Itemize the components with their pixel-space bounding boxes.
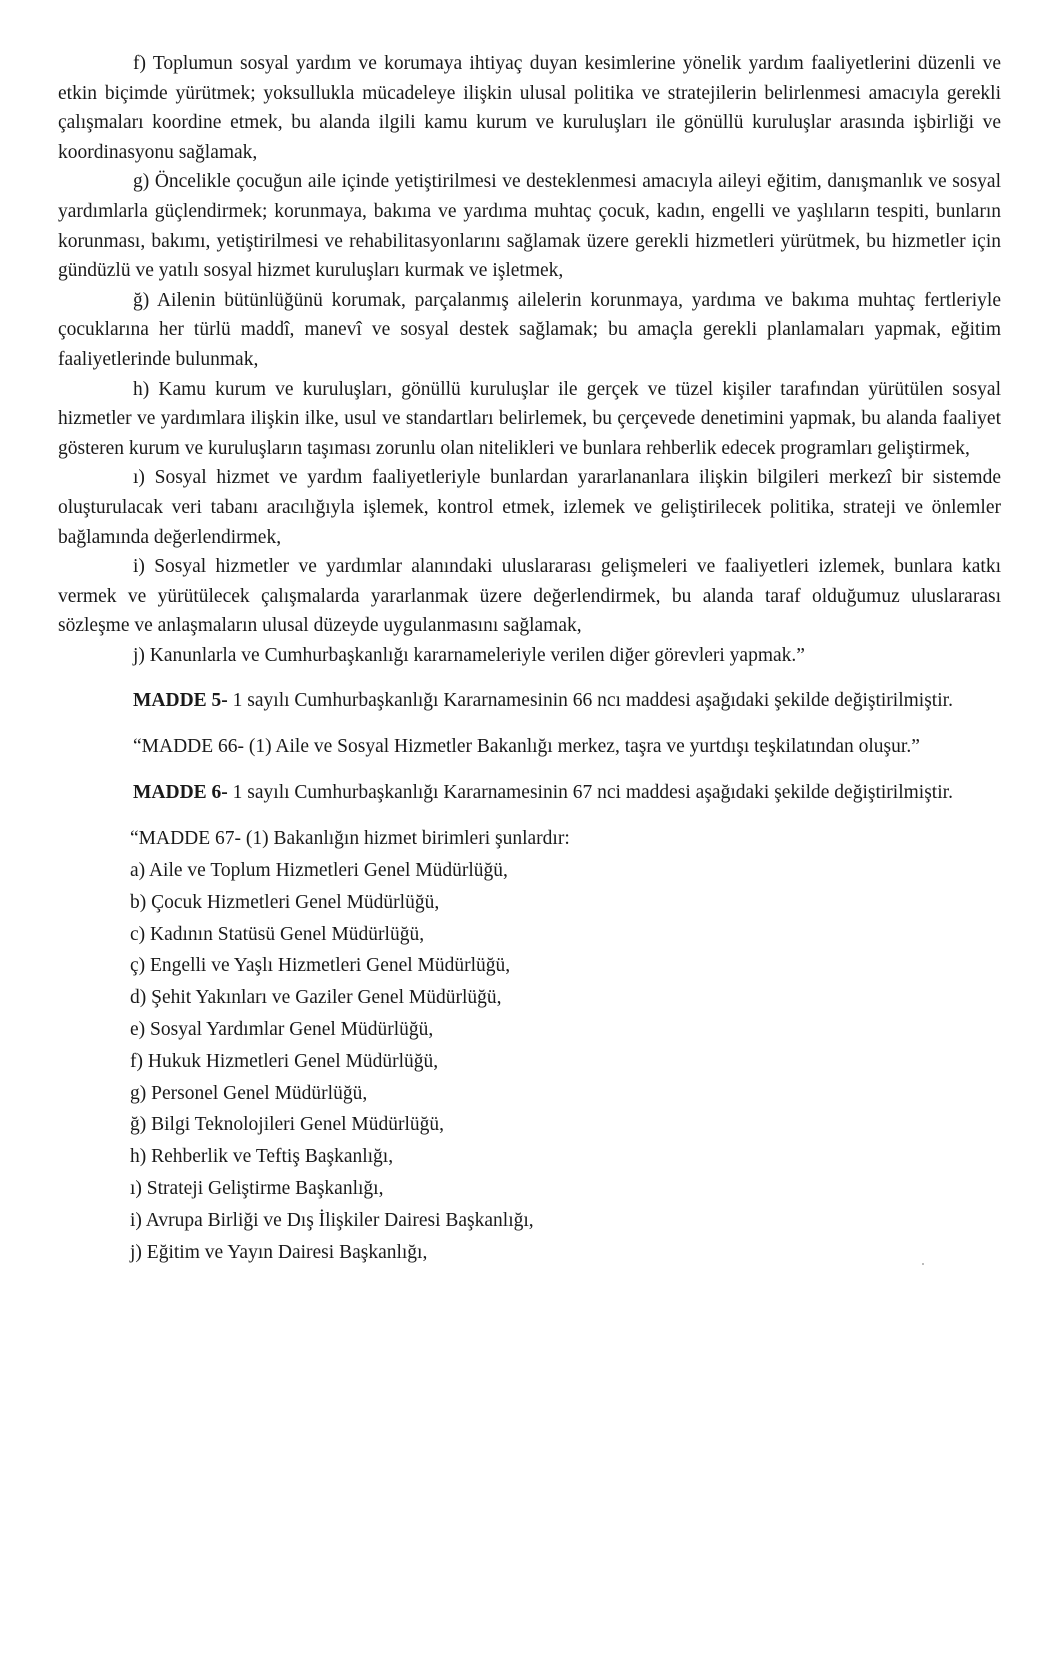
clause-dotless-i: ı) Sosyal hizmet ve yardım faaliyetleriyle bunlardan yararlananlara ilişkin bilgileri merkezî bir sistemde oluşturulacak veri tabanı aracılığıyla işlemek, kontrol etmek, izlemek ve geliştirilecek politika, strateji ve önlemler bağlamında değerlendirmek, bbox=[58, 467, 1001, 548]
clause-g: g) Öncelikle çocuğun aile içinde yetiştirilmesi ve desteklenmesi amacıyla aileyi eğitim, danışmanlık ve sosyal yardımlarla güçlendirmek; korunmaya, bakıma ve yardıma muhtaç çocuk, kadın, engelli ve yaşlıların tespiti, bunların korunması, bakımı, yetiştirilmesi ve rehabilitasyonlarını sağlamak üzere gerekli hizmetleri yürütmek, bu hizmetler için gündüzlü ve yatılı sosyal hizmet kuruluşları kurmak ve işletmek, bbox=[58, 171, 1001, 282]
list-item: a) Aile ve Toplum Hizmetleri Genel Müdürlüğü, bbox=[130, 860, 508, 882]
scan-speck bbox=[922, 1263, 924, 1265]
list-item: ç) Engelli ve Yaşlı Hizmetleri Genel Müdürlüğü, bbox=[130, 955, 511, 977]
document-body bbox=[58, 49, 1001, 1268]
article-6 bbox=[58, 778, 1001, 808]
article-6-text: 1 sayılı Cumhurbaşkanlığı Kararnamesinin 67 nci maddesi aşağıdaki şekilde değiştirilmiştir. bbox=[227, 781, 953, 803]
article-5-label: MADDE 5- bbox=[133, 690, 228, 712]
list-item: ğ) Bilgi Teknolojileri Genel Müdürlüğü, bbox=[130, 1114, 445, 1136]
article-67-heading: “MADDE 67- (1) Bakanlığın hizmet birimleri şunlardır: bbox=[130, 828, 570, 850]
list-item: f) Hukuk Hizmetleri Genel Müdürlüğü, bbox=[130, 1050, 439, 1072]
article-5 bbox=[58, 686, 1001, 716]
clause-j: j) Kanunlarla ve Cumhurbaşkanlığı kararnameleriyle verilen diğer görevleri yapmak.” bbox=[133, 644, 805, 666]
clause-g-breve: ğ) Ailenin bütünlüğünü korumak, parçalanmış ailelerin korunmaya, yardıma ve bakıma muhtaç fertleriyle çocuklarına her türlü maddî, manevî ve sosyal destek sağlamak; bu amaçla gerekli planlamaları yapmak, eğitim faaliyetlerinde bulunmak, bbox=[58, 289, 1001, 370]
list-item: c) Kadının Statüsü Genel Müdürlüğü, bbox=[130, 923, 425, 945]
article-6-label: MADDE 6- bbox=[133, 781, 228, 803]
list-item: i) Avrupa Birliği ve Dış İlişkiler Dairesi Başkanlığı, bbox=[130, 1209, 534, 1231]
article-5-text: 1 sayılı Cumhurbaşkanlığı Kararnamesinin 66 ncı maddesi aşağıdaki şekilde değiştirilmiştir. bbox=[227, 690, 953, 712]
service-units-list bbox=[58, 855, 1001, 1268]
article-67-list bbox=[58, 823, 1001, 1268]
article-66-quote: “MADDE 66- (1) Aile ve Sosyal Hizmetler Bakanlığı merkez, taşra ve yurtdışı teşkilatından oluşur.” bbox=[133, 736, 920, 758]
clause-i: i) Sosyal hizmetler ve yardımlar alanındaki uluslararası gelişmeleri ve faaliyetleri izlemek, bunlara katkı vermek ve yürütülecek çalışmalarda yararlanmak üzere değerlendirmek, bu alanda taraf olduğumuz uluslararası sözleşme ve anlaşmaların ulusal düzeyde uygulanmasını sağlamak, bbox=[58, 556, 1001, 637]
clause-h: h) Kamu kurum ve kuruluşları, gönüllü kuruluşlar ile gerçek ve tüzel kişiler tarafından yürütülen sosyal hizmetler ve yardımlara ilişkin ilke, usul ve standartları belirlemek, bu çerçevede denetimini yapmak, bu alanda faaliyet gösteren kurum ve kuruluşların taşıması zorunlu olan nitelikleri ve bunlara rehberlik edecek programları geliştirmek, bbox=[58, 378, 1001, 459]
clause-f: f) Toplumun sosyal yardım ve korumaya ihtiyaç duyan kesimlerine yönelik yardım faaliyetlerini düzenli ve etkin biçimde yürütmek; yoksullukla mücadeleye ilişkin ulusal politika ve stratejilerin belirlenmesi amacıyla gerekli çalışmaları koordine etmek, bu alanda ilgili kamu kurum ve kuruluşları ile gönüllü kuruluşlar arasında işbirliği ve koordinasyonu sağlamak, bbox=[58, 53, 1001, 163]
list-item: e) Sosyal Yardımlar Genel Müdürlüğü, bbox=[130, 1019, 434, 1041]
list-item: b) Çocuk Hizmetleri Genel Müdürlüğü, bbox=[130, 891, 440, 913]
list-item: ı) Strateji Geliştirme Başkanlığı, bbox=[130, 1178, 384, 1200]
list-item: d) Şehit Yakınları ve Gaziler Genel Müdürlüğü, bbox=[130, 987, 502, 1009]
list-item: j) Eğitim ve Yayın Dairesi Başkanlığı, bbox=[130, 1241, 428, 1263]
list-item: g) Personel Genel Müdürlüğü, bbox=[130, 1082, 368, 1104]
list-item: h) Rehberlik ve Teftiş Başkanlığı, bbox=[130, 1146, 394, 1168]
